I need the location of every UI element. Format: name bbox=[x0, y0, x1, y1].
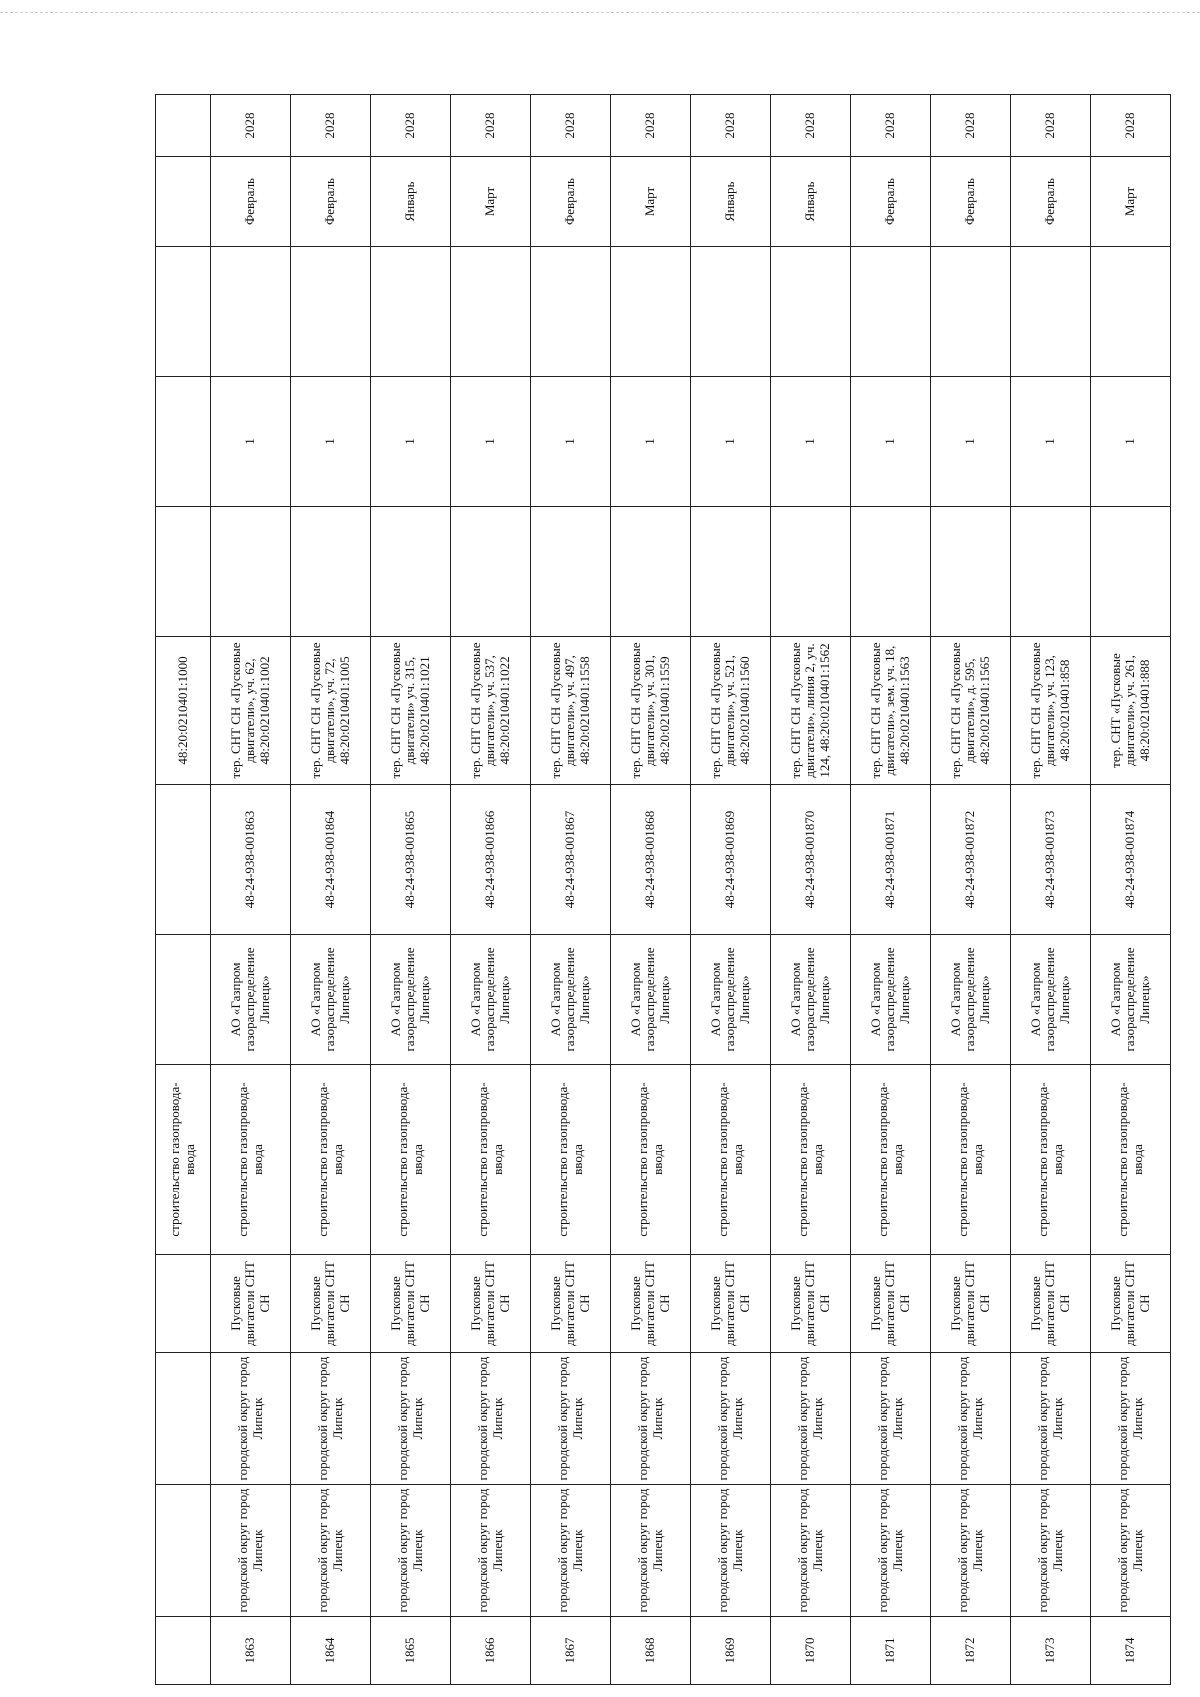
table-row bbox=[451, 95, 531, 1685]
cell-id: 48-24-938-001863 bbox=[211, 785, 291, 935]
cell-num: 1871 bbox=[851, 1617, 931, 1685]
cell-locality: городской округ город Липецк bbox=[1091, 1353, 1171, 1485]
rotated-table-frame bbox=[155, 112, 1152, 1685]
cell-count: 1 bbox=[851, 377, 931, 507]
cell-address: тер. СНТ СН «Пусковые двигатели», уч. 62, 48:20:0210401:1002 bbox=[211, 637, 291, 785]
cell-municipality: городской округ город Липецк bbox=[771, 1485, 851, 1617]
cell-count: 1 bbox=[691, 377, 771, 507]
cell-count: 1 bbox=[371, 377, 451, 507]
cell-locality: городской округ город Липецк bbox=[291, 1353, 371, 1485]
cell-municipality: городской округ город Липецк bbox=[611, 1485, 691, 1617]
cell-locality: городской округ город Липецк bbox=[611, 1353, 691, 1485]
cell-empty-2 bbox=[611, 247, 691, 377]
cell-year bbox=[156, 95, 211, 157]
cell-year: 2028 bbox=[211, 95, 291, 157]
cell-id: 48-24-938-001866 bbox=[451, 785, 531, 935]
cell-municipality: городской округ город Липецк bbox=[1091, 1485, 1171, 1617]
cell-org: АО «Газпром газораспределение Липецк» bbox=[451, 935, 531, 1065]
cell-count: 1 bbox=[931, 377, 1011, 507]
cell-address: тер. СНТ СН «Пусковые двигатели», уч. 497, 48:20:0210401:1558 bbox=[531, 637, 611, 785]
cell-id: 48-24-938-001867 bbox=[531, 785, 611, 935]
cell-empty-2 bbox=[531, 247, 611, 377]
table-row bbox=[531, 95, 611, 1685]
cell-work: строительство газопровода-ввода bbox=[211, 1065, 291, 1255]
cell-empty-1 bbox=[291, 507, 371, 637]
cell-locality: городской округ город Липецк bbox=[851, 1353, 931, 1485]
cell-month: Март bbox=[451, 157, 531, 247]
cell-empty-2 bbox=[691, 247, 771, 377]
cell-count bbox=[156, 377, 211, 507]
continuation-row bbox=[156, 95, 211, 1685]
cell-year: 2028 bbox=[771, 95, 851, 157]
table-row bbox=[1091, 95, 1171, 1685]
cell-snt: Пусковые двигатели СНТ СН bbox=[931, 1255, 1011, 1353]
cell-org: АО «Газпром газораспределение Липецк» bbox=[291, 935, 371, 1065]
cell-id: 48-24-938-001869 bbox=[691, 785, 771, 935]
cell-locality: городской округ город Липецк bbox=[931, 1353, 1011, 1485]
cell-snt: Пусковые двигатели СНТ СН bbox=[211, 1255, 291, 1353]
cell-year: 2028 bbox=[451, 95, 531, 157]
cell-work: строительство газопровода-ввода bbox=[771, 1065, 851, 1255]
cell-org: АО «Газпром газораспределение Липецк» bbox=[771, 935, 851, 1065]
cell-empty-1 bbox=[211, 507, 291, 637]
cell-month: Февраль bbox=[1011, 157, 1091, 247]
cell-municipality: городской округ город Липецк bbox=[371, 1485, 451, 1617]
cell-count: 1 bbox=[611, 377, 691, 507]
cell-year: 2028 bbox=[691, 95, 771, 157]
cell-work: строительство газопровода-ввода bbox=[451, 1065, 531, 1255]
cell-work: строительство газопровода-ввода bbox=[291, 1065, 371, 1255]
cell-address: тер. СНТ СН «Пусковые двигатели», линия 2, уч. 124, 48:20:0210401:1562 bbox=[771, 637, 851, 785]
table-row bbox=[691, 95, 771, 1685]
cell-municipality: городской округ город Липецк bbox=[291, 1485, 371, 1617]
cell-snt bbox=[156, 1255, 211, 1353]
cell-id: 48-24-938-001864 bbox=[291, 785, 371, 935]
cell-empty-1 bbox=[451, 507, 531, 637]
cell-id: 48-24-938-001871 bbox=[851, 785, 931, 935]
cell-address: тер. СНТ СН «Пусковые двигатели», уч. 72, 48:20:0210401:1005 bbox=[291, 637, 371, 785]
cell-num: 1873 bbox=[1011, 1617, 1091, 1685]
cell-count: 1 bbox=[211, 377, 291, 507]
cell-locality: городской округ город Липецк bbox=[371, 1353, 451, 1485]
cell-snt: Пусковые двигатели СНТ СН bbox=[611, 1255, 691, 1353]
cell-empty-2 bbox=[291, 247, 371, 377]
cell-count: 1 bbox=[531, 377, 611, 507]
cell-id bbox=[156, 785, 211, 935]
table-row bbox=[211, 95, 291, 1685]
cell-year: 2028 bbox=[611, 95, 691, 157]
cell-num: 1866 bbox=[451, 1617, 531, 1685]
cell-year: 2028 bbox=[291, 95, 371, 157]
cell-empty-2 bbox=[156, 247, 211, 377]
cell-count: 1 bbox=[451, 377, 531, 507]
cell-count: 1 bbox=[1091, 377, 1171, 507]
table-row bbox=[1011, 95, 1091, 1685]
cell-month: Февраль bbox=[291, 157, 371, 247]
cell-locality: городской округ город Липецк bbox=[531, 1353, 611, 1485]
gasification-schedule-table bbox=[155, 94, 1171, 1685]
cell-snt: Пусковые двигатели СНТ СН bbox=[291, 1255, 371, 1353]
cell-month: Февраль bbox=[211, 157, 291, 247]
cell-work: строительство газопровода-ввода bbox=[851, 1065, 931, 1255]
cell-num: 1872 bbox=[931, 1617, 1011, 1685]
cell-empty-1 bbox=[851, 507, 931, 637]
cell-count: 1 bbox=[1011, 377, 1091, 507]
cell-month: Март bbox=[611, 157, 691, 247]
cell-municipality: городской округ город Липецк bbox=[531, 1485, 611, 1617]
cell-locality: городской округ город Липецк bbox=[211, 1353, 291, 1485]
cell-id: 48-24-938-001873 bbox=[1011, 785, 1091, 935]
cell-id: 48-24-938-001868 bbox=[611, 785, 691, 935]
cell-empty-1 bbox=[156, 507, 211, 637]
cell-num: 1863 bbox=[211, 1617, 291, 1685]
cell-month: Февраль bbox=[531, 157, 611, 247]
cell-municipality: городской округ город Липецк bbox=[691, 1485, 771, 1617]
cell-empty-2 bbox=[211, 247, 291, 377]
cell-month: Январь bbox=[371, 157, 451, 247]
cell-org: АО «Газпром газораспределение Липецк» bbox=[851, 935, 931, 1065]
cell-empty-2 bbox=[1011, 247, 1091, 377]
cell-month: Март bbox=[1091, 157, 1171, 247]
cell-work: строительство газопровода-ввода bbox=[156, 1065, 211, 1255]
cell-address: тер. СНТ СН «Пусковые двигатели», уч. 301, 48:20:0210401:1559 bbox=[611, 637, 691, 785]
cell-locality: городской округ город Липецк bbox=[1011, 1353, 1091, 1485]
cell-org: АО «Газпром газораспределение Липецк» bbox=[531, 935, 611, 1065]
cell-num: 1865 bbox=[371, 1617, 451, 1685]
cell-empty-2 bbox=[1091, 247, 1171, 377]
cell-num: 1869 bbox=[691, 1617, 771, 1685]
cell-month bbox=[156, 157, 211, 247]
cell-work: строительство газопровода-ввода bbox=[611, 1065, 691, 1255]
cell-num: 1870 bbox=[771, 1617, 851, 1685]
cell-locality: городской округ город Липецк bbox=[691, 1353, 771, 1485]
cell-snt: Пусковые двигатели СНТ СН bbox=[451, 1255, 531, 1353]
cell-address: тер. СНТ СН «Пусковые двигатели», уч. 537, 48:20:0210401:1022 bbox=[451, 637, 531, 785]
table-row bbox=[851, 95, 931, 1685]
cell-org: АО «Газпром газораспределение Липецк» bbox=[1091, 935, 1171, 1065]
cell-snt: Пусковые двигатели СНТ СН bbox=[371, 1255, 451, 1353]
cell-num: 1874 bbox=[1091, 1617, 1171, 1685]
cell-work: строительство газопровода-ввода bbox=[371, 1065, 451, 1255]
cell-snt: Пусковые двигатели СНТ СН bbox=[1011, 1255, 1091, 1353]
cell-empty-2 bbox=[371, 247, 451, 377]
cell-empty-1 bbox=[771, 507, 851, 637]
cell-num: 1868 bbox=[611, 1617, 691, 1685]
table-row bbox=[771, 95, 851, 1685]
cell-org: АО «Газпром газораспределение Липецк» bbox=[1011, 935, 1091, 1065]
cell-empty-1 bbox=[931, 507, 1011, 637]
cell-year: 2028 bbox=[851, 95, 931, 157]
cell-empty-1 bbox=[531, 507, 611, 637]
cell-year: 2028 bbox=[1011, 95, 1091, 157]
cell-snt: Пусковые двигатели СНТ СН bbox=[1091, 1255, 1171, 1353]
cell-municipality: городской округ город Липецк bbox=[851, 1485, 931, 1617]
cell-num: 1864 bbox=[291, 1617, 371, 1685]
cell-work: строительство газопровода-ввода bbox=[1091, 1065, 1171, 1255]
cell-year: 2028 bbox=[931, 95, 1011, 157]
cell-year: 2028 bbox=[1091, 95, 1171, 157]
cell-locality bbox=[156, 1353, 211, 1485]
cell-municipality: городской округ город Липецк bbox=[451, 1485, 531, 1617]
cell-org bbox=[156, 935, 211, 1065]
table-row bbox=[371, 95, 451, 1685]
table-row bbox=[291, 95, 371, 1685]
cell-month: Январь bbox=[771, 157, 851, 247]
cell-empty-1 bbox=[371, 507, 451, 637]
cell-count: 1 bbox=[771, 377, 851, 507]
rotated-table-area bbox=[155, 112, 1152, 1685]
cell-municipality bbox=[156, 1485, 211, 1617]
page-scan-edge bbox=[0, 12, 1200, 13]
cell-empty-1 bbox=[691, 507, 771, 637]
cell-empty-1 bbox=[611, 507, 691, 637]
cell-org: АО «Газпром газораспределение Липецк» bbox=[371, 935, 451, 1065]
cell-empty-2 bbox=[451, 247, 531, 377]
cell-address: тер. СНТ СН «Пусковые двигатели», зем. уч. 18, 48:20:0210401:1563 bbox=[851, 637, 931, 785]
table-row bbox=[611, 95, 691, 1685]
cell-address: 48:20:0210401:1000 bbox=[156, 637, 211, 785]
cell-month: Февраль bbox=[851, 157, 931, 247]
cell-empty-2 bbox=[771, 247, 851, 377]
cell-municipality: городской округ город Липецк bbox=[1011, 1485, 1091, 1617]
cell-empty-1 bbox=[1011, 507, 1091, 637]
cell-snt: Пусковые двигатели СНТ СН bbox=[531, 1255, 611, 1353]
cell-org: АО «Газпром газораспределение Липецк» bbox=[211, 935, 291, 1065]
cell-id: 48-24-938-001872 bbox=[931, 785, 1011, 935]
cell-municipality: городской округ город Липецк bbox=[931, 1485, 1011, 1617]
cell-num: 1867 bbox=[531, 1617, 611, 1685]
cell-month: Январь bbox=[691, 157, 771, 247]
cell-address: тер. СНТ СН «Пусковые двигатели», д. 595, 48:20:0210401:1565 bbox=[931, 637, 1011, 785]
cell-locality: городской округ город Липецк bbox=[771, 1353, 851, 1485]
cell-address: тер. СНТ СН «Пусковые двигатели», уч. 123, 48:20:0210401:858 bbox=[1011, 637, 1091, 785]
cell-count: 1 bbox=[291, 377, 371, 507]
cell-address: тер. СНТ «Пусковые двигатели», уч. 261, 48:20:0210401:888 bbox=[1091, 637, 1171, 785]
cell-address: тер. СНТ СН «Пусковые двигатели», уч. 521, 48:20:0210401:1560 bbox=[691, 637, 771, 785]
cell-snt: Пусковые двигатели СНТ СН bbox=[691, 1255, 771, 1353]
cell-id: 48-24-938-001870 bbox=[771, 785, 851, 935]
cell-num bbox=[156, 1617, 211, 1685]
cell-org: АО «Газпром газораспределение Липецк» bbox=[931, 935, 1011, 1065]
cell-work: строительство газопровода-ввода bbox=[691, 1065, 771, 1255]
cell-empty-1 bbox=[1091, 507, 1171, 637]
table-row bbox=[931, 95, 1011, 1685]
cell-municipality: городской округ город Липецк bbox=[211, 1485, 291, 1617]
cell-work: строительство газопровода-ввода bbox=[531, 1065, 611, 1255]
cell-id: 48-24-938-001874 bbox=[1091, 785, 1171, 935]
cell-work: строительство газопровода-ввода bbox=[931, 1065, 1011, 1255]
cell-address: тер. СНТ СН «Пусковые двигатели» уч. 315, 48:20:0210401:1021 bbox=[371, 637, 451, 785]
cell-snt: Пусковые двигатели СНТ СН bbox=[851, 1255, 931, 1353]
cell-work: строительство газопровода-ввода bbox=[1011, 1065, 1091, 1255]
cell-empty-2 bbox=[931, 247, 1011, 377]
cell-id: 48-24-938-001865 bbox=[371, 785, 451, 935]
cell-year: 2028 bbox=[531, 95, 611, 157]
cell-locality: городской округ город Липецк bbox=[451, 1353, 531, 1485]
cell-empty-2 bbox=[851, 247, 931, 377]
cell-org: АО «Газпром газораспределение Липецк» bbox=[611, 935, 691, 1065]
cell-snt: Пусковые двигатели СНТ СН bbox=[771, 1255, 851, 1353]
cell-year: 2028 bbox=[371, 95, 451, 157]
cell-org: АО «Газпром газораспределение Липецк» bbox=[691, 935, 771, 1065]
cell-month: Февраль bbox=[931, 157, 1011, 247]
